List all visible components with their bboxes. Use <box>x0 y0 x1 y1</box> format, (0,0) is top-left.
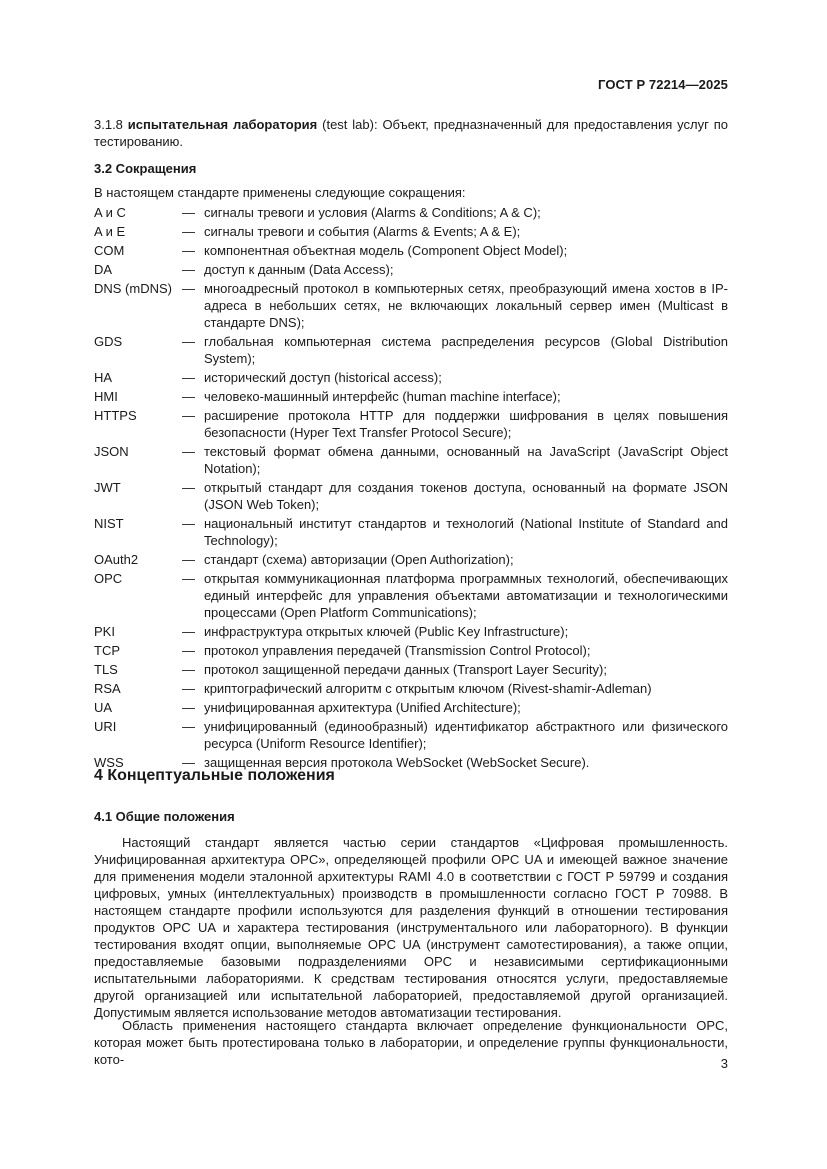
abbreviation-row <box>94 388 728 405</box>
abbreviation-dash: — <box>182 755 195 770</box>
abbreviation-row <box>94 407 728 441</box>
abbreviation-definition: криптографический алгоритм с открытым ключом (Rivest-shamir-Adleman) <box>204 681 652 696</box>
abbreviation-dash: — <box>182 224 195 239</box>
abbreviation-row <box>94 242 728 259</box>
abbreviation-row <box>94 699 728 716</box>
abbreviation-row <box>94 443 728 477</box>
abbreviation-definition: открытая коммуникационная платформа программных технологий, обеспечивающих единый интерфейс для управления объектами автоматизации и технологическими процессами (Open Platform Communications); <box>204 571 728 620</box>
abbreviation-definition: унифицированная архитектура (Unified Architecture); <box>204 700 521 715</box>
abbreviation-definition: многоадресный протокол в компьютерных сетях, преобразующий имена хостов в IP-адреса в небольших сетях, не включающих локальный сервер имен (Multicast в стандарте DNS); <box>204 281 728 330</box>
abbreviations-intro: В настоящем стандарте применены следующие сокращения: <box>94 185 466 200</box>
abbreviation-definition: протокол защищенной передачи данных (Transport Layer Security); <box>204 662 607 677</box>
abbreviation-dash: — <box>182 408 195 423</box>
abbreviation-dash: — <box>182 516 195 531</box>
section-heading-4: 4 Концептуальные положения <box>94 767 335 784</box>
abbreviation-term: HMI <box>94 389 118 404</box>
abbreviation-term: OAuth2 <box>94 552 139 567</box>
abbreviation-term: A и E <box>94 224 126 239</box>
abbreviation-term: HA <box>94 370 113 385</box>
abbreviation-term: HTTPS <box>94 408 137 423</box>
document-id-header: ГОСТ Р 72214—2025 <box>598 77 728 92</box>
definition-3-1-8 <box>94 116 728 150</box>
page-number: 3 <box>720 1056 728 1071</box>
abbreviation-definition: человеко-машинный интерфейс (human machine interface); <box>204 389 561 404</box>
abbreviation-term: GDS <box>94 334 123 349</box>
abbreviation-dash: — <box>182 389 195 404</box>
abbreviation-dash: — <box>182 662 195 677</box>
abbreviations-list <box>94 204 728 773</box>
abbreviation-term: OPC <box>94 571 123 586</box>
abbreviation-row <box>94 680 728 697</box>
abbreviation-row <box>94 551 728 568</box>
abbreviation-row <box>94 642 728 659</box>
abbreviation-dash: — <box>182 243 195 258</box>
abbreviation-term: UA <box>94 700 113 715</box>
abbreviation-term: RSA <box>94 681 121 696</box>
abbreviation-definition: открытый стандарт для создания токенов доступа, основанный на формате JSON (JSON Web Token); <box>204 480 728 512</box>
abbreviation-row <box>94 369 728 386</box>
abbreviation-definition: доступ к данным (Data Access); <box>204 262 394 277</box>
abbreviation-row <box>94 204 728 221</box>
abbreviation-definition: исторический доступ (historical access); <box>204 370 442 385</box>
abbreviation-definition: национальный институт стандартов и технологий (National Institute of Standard and Technology); <box>204 516 728 548</box>
abbreviation-dash: — <box>182 334 195 349</box>
paragraph-text: Область применения настоящего стандарта включает определение функциональности OPC, которая может быть протестирована только в лаборатории, и определение группы функциональности, кото- <box>94 1018 728 1067</box>
abbreviation-dash: — <box>182 552 195 567</box>
abbreviation-definition: защищенная версия протокола WebSocket (WebSocket Secure). <box>204 755 590 770</box>
abbreviation-definition: расширение протокола HTTP для поддержки шифрования в целях повышения безопасности (Hyper Text Transfer Protocol Secure); <box>204 408 728 440</box>
definition-number: 3.1.8 <box>94 117 123 132</box>
abbreviation-dash: — <box>182 571 195 586</box>
abbreviation-term: A и C <box>94 205 126 220</box>
abbreviation-row <box>94 223 728 240</box>
abbreviation-definition: сигналы тревоги и события (Alarms & Events; A & E); <box>204 224 521 239</box>
abbreviation-term: TLS <box>94 662 118 677</box>
abbreviation-row <box>94 623 728 640</box>
section-heading-abbreviations: 3.2 Сокращения <box>94 161 197 176</box>
abbreviation-row <box>94 261 728 278</box>
abbreviation-term: TCP <box>94 643 120 658</box>
abbreviation-row <box>94 661 728 678</box>
abbreviation-dash: — <box>182 700 195 715</box>
abbreviation-definition: инфраструктура открытых ключей (Public Key Infrastructure); <box>204 624 569 639</box>
abbreviation-definition: сигналы тревоги и условия (Alarms & Conditions; A & C); <box>204 205 541 220</box>
abbreviation-term: WSS <box>94 755 124 770</box>
abbreviation-row <box>94 515 728 549</box>
abbreviation-dash: — <box>182 480 195 495</box>
abbreviation-dash: — <box>182 719 195 734</box>
abbreviation-definition: компонентная объектная модель (Component Object Model); <box>204 243 568 258</box>
abbreviation-term: JSON <box>94 444 129 459</box>
abbreviation-definition: унифицированный (единообразный) идентификатор абстрактного или физического ресурса (Uniform Resource Identifier); <box>204 719 728 751</box>
abbreviation-dash: — <box>182 370 195 385</box>
paragraph-4-1-first <box>94 834 728 1021</box>
abbreviation-dash: — <box>182 624 195 639</box>
abbreviation-dash: — <box>182 643 195 658</box>
paragraph-text: Настоящий стандарт является частью серии стандартов «Цифровая промышленность. Унифицированная архитектура OPC», определяющей профили OPC UA и имеющей важное значение для применения модели эталонной архитектуры RAMI 4.0 в соответствии с ГОСТ Р 59799 и создания цифровых, умных (интеллектуальных) производств в промышленности согласно ГОСТ Р 70988. В настоящем стандарте профили используются для разделения функций в отношении тестирования продуктов OPC UA и характера тестирования (инструментального или лабораторного). В функции тестирования входят опции, выполняемые OPC UA (инструмент самотестирования), а также опции, предоставляемые базовыми подразделениями OPC и независимыми сертификационными испытательными лабораториями. К средствам тестирования относятся услуги, предоставляемые другой организацией или испытательной лабораторией, предоставляемой другой организацией. Допустимым является использование методов автоматизации тестирования. <box>94 835 728 1020</box>
abbreviation-term: URI <box>94 719 117 734</box>
abbreviation-term: COM <box>94 243 125 258</box>
abbreviation-dash: — <box>182 262 195 277</box>
abbreviation-definition: глобальная компьютерная система распределения ресурсов (Global Distribution System); <box>204 334 728 366</box>
abbreviation-row <box>94 479 728 513</box>
abbreviation-row <box>94 570 728 621</box>
abbreviation-row <box>94 333 728 367</box>
abbreviation-row <box>94 718 728 752</box>
subsection-heading-4-1: 4.1 Общие положения <box>94 809 235 824</box>
definition-term: испытательная лаборатория <box>127 117 318 132</box>
abbreviation-row <box>94 280 728 331</box>
abbreviation-dash: — <box>182 681 195 696</box>
paragraph-4-1-second <box>94 1017 728 1068</box>
abbreviation-definition: текстовый формат обмена данными, основанный на JavaScript (JavaScript Object Notation); <box>204 444 728 476</box>
abbreviation-dash: — <box>182 444 195 459</box>
abbreviation-term: JWT <box>94 480 121 495</box>
abbreviation-definition: стандарт (схема) авторизации (Open Authorization); <box>204 552 514 567</box>
abbreviation-dash: — <box>182 281 195 296</box>
abbreviation-definition: протокол управления передачей (Transmission Control Protocol); <box>204 643 591 658</box>
definition-text: (test lab): Объект, предназначенный для предоставления услуг по тестированию. <box>94 117 728 149</box>
abbreviation-term: PKI <box>94 624 115 639</box>
abbreviation-term: DA <box>94 262 113 277</box>
abbreviation-term: NIST <box>94 516 124 531</box>
abbreviation-term: DNS (mDNS) <box>94 281 172 296</box>
abbreviation-dash: — <box>182 205 195 220</box>
